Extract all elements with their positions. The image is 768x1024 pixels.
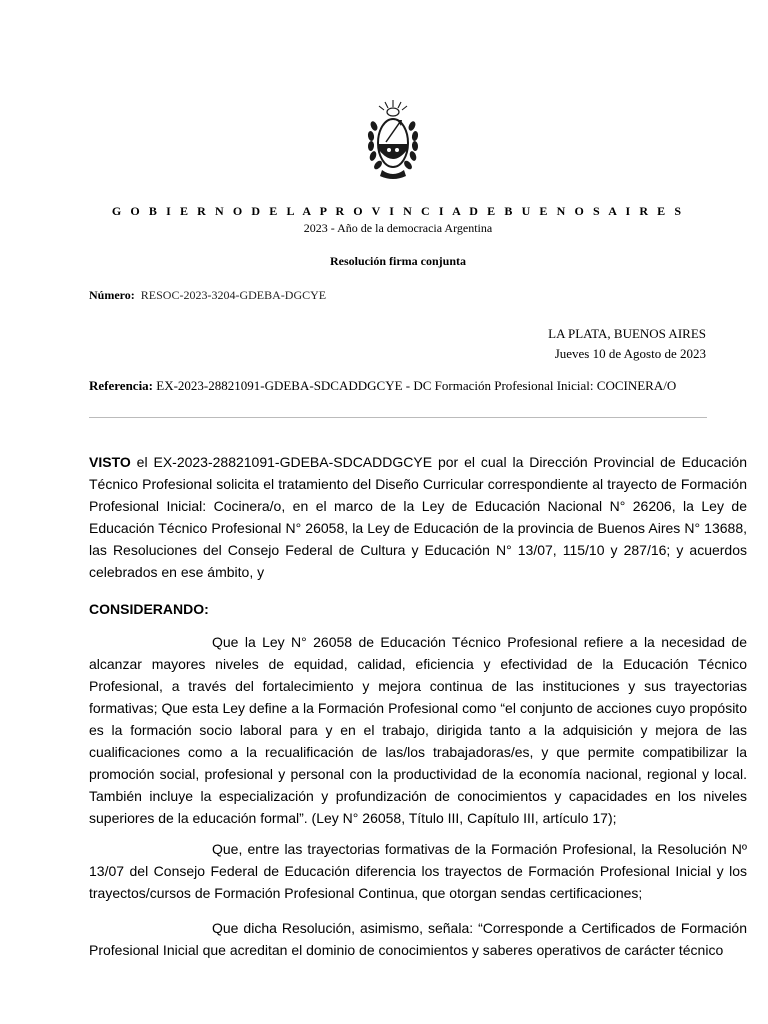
place: LA PLATA, BUENOS AIRES bbox=[548, 326, 706, 341]
numero-label: Número: bbox=[89, 288, 135, 302]
paragraph-2: Que, entre las trayectorias formativas de la Formación Profesional, la Resolución Nº 13/07 del Consejo Federal de Educación diferencia los trayectos de Formación Profesional Inicial y los trayectos/cursos de Formación Profesional Continua, que otorgan sendas certificaciones; bbox=[89, 841, 747, 901]
numero-value: RESOC-2023-3204-GDEBA-DGCYE bbox=[140, 288, 327, 302]
reference bbox=[89, 377, 689, 394]
resolution-type: Resolución firma conjunta bbox=[330, 254, 466, 268]
referencia-value: EX-2023-28821091-GDEBA-SDCADDGCYE - DC Formación Profesional Inicial: COCINERA/O bbox=[156, 378, 677, 393]
considerando-heading: CONSIDERANDO: bbox=[89, 601, 209, 617]
year-motto: 2023 - Año de la democracia Argentina bbox=[303, 221, 493, 235]
coat-of-arms-icon bbox=[364, 98, 422, 182]
paragraph-1: Que la Ley N° 26058 de Educación Técnico Profesional refiere a la necesidad de alcanzar mayores niveles de equidad, calidad, eficiencia y efectividad de la Educación Técnico Profesional, a través del fortalecimiento y mejora continua de las instituciones y sus trayectorias formativas; Que esta Ley define a la Formación Profesional como “el conjunto de acciones cuyo propósito es la formación socio laboral para y en el trabajo, dirigida tanto a la adquisición y mejora de las cualificaciones como a la recualificación de las/los trabajadoras/es, y que permite compatibilizar la promoción social, profesional y personal con la productividad de la economía nacional, regional y local. También incluye la especialización y profundización de conocimientos y capacidades en los niveles superiores de la educación formal”. (Ley N° 26058, Título III, Capítulo III, artículo 17); bbox=[89, 634, 747, 826]
visto-paragraph bbox=[89, 451, 747, 583]
government-title: G O B I E R N O D E L A P R O V I N C I A D E B U E N O S A I R E S bbox=[111, 204, 685, 218]
referencia-label: Referencia: bbox=[89, 378, 154, 393]
divider bbox=[89, 417, 707, 418]
date: Jueves 10 de Agosto de 2023 bbox=[554, 346, 706, 361]
visto-text: el EX-2023-28821091-GDEBA-SDCADDGCYE por el cual la Dirección Provincial de Educación Técnico Profesional solicita el tratamiento del Diseño Curricular correspondiente al trayecto de Formación Profesional Inicial: Cocinera/o, en el marco de la Ley de Educación Nacional N° 26206, la Ley de Educación Técnico Profesional N° 26058, la Ley de Educación de la provincia de Buenos Aires N° 13688, las Resoluciones del Consejo Federal de Cultura y Educación N° 13/07, 115/10 y 287/16; y acuerdos celebrados en ese ámbito, y bbox=[89, 454, 747, 580]
paragraph-3: Que dicha Resolución, asimismo, señala: “Corresponde a Certificados de Formación Profesional Inicial que acreditan el dominio de conocimientos y saberes operativos de carácter técnico bbox=[89, 920, 747, 958]
visto-label: VISTO bbox=[89, 454, 131, 470]
resolution-number bbox=[89, 288, 326, 303]
place-date bbox=[548, 324, 706, 364]
